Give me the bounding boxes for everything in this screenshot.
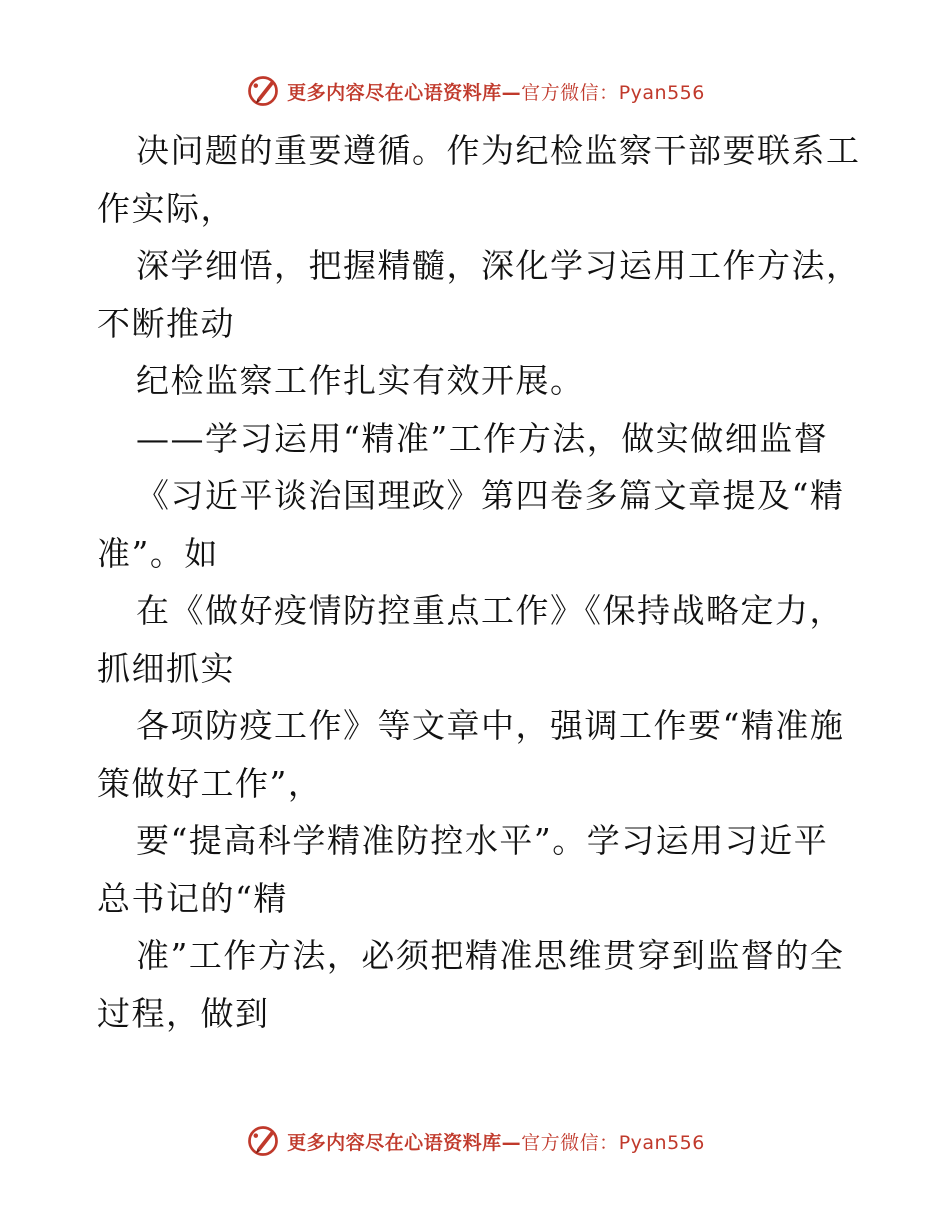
text-line: 要“提高科学精准防控水平”。学习运用习近平 [136, 821, 829, 860]
text-line: 抓细抓实 [97, 648, 235, 688]
banner-wechat-label: 官方微信： [521, 81, 619, 104]
text-line: 过程，做到 [97, 993, 270, 1033]
text-line: 深学细悟，把握精髓，深化学习运用工作方法， [136, 246, 861, 285]
footer-banner [0, 1121, 950, 1161]
document-body [97, 122, 861, 1042]
text-line: 纪检监察工作扎实有效开展。 [136, 361, 585, 400]
banner-wechat-id: Pyan556 [618, 1131, 705, 1154]
text-line: ——学习运用“精准”工作方法，做实做细监督 [136, 418, 829, 458]
text-line: 《习近平谈治国理政》第四卷多篇文章提及“精 [136, 476, 845, 515]
banner-text [287, 1128, 705, 1155]
banner-wechat-label: 官方微信： [521, 1131, 619, 1154]
banner-title: 更多内容尽在心语资料库 [287, 1131, 502, 1154]
text-line: 在《做好疫情防控重点工作》《保持战略定力， [136, 591, 844, 630]
pen-circle-logo-icon [245, 73, 281, 109]
text-line: 准”。如 [97, 533, 219, 573]
banner-text [287, 78, 705, 105]
text-line: 各项防疫工作》等文章中，强调工作要“精准施 [136, 706, 845, 745]
text-line: 不断推动 [97, 303, 235, 343]
text-line: 决问题的重要遵循。作为纪检监察干部要联系工 [136, 131, 861, 170]
banner-title: 更多内容尽在心语资料库 [287, 81, 502, 104]
banner-wechat-id: Pyan556 [618, 81, 705, 104]
pen-circle-logo-icon [245, 1123, 281, 1159]
banner-dash: — [501, 1131, 522, 1154]
header-banner [0, 71, 950, 111]
text-line: 作实际， [97, 188, 235, 228]
text-line: 总书记的“精 [97, 878, 288, 918]
text-line: 准”工作方法，必须把精准思维贯穿到监督的全 [136, 936, 845, 975]
text-line: 策做好工作”， [97, 763, 323, 803]
banner-dash: — [501, 81, 522, 104]
